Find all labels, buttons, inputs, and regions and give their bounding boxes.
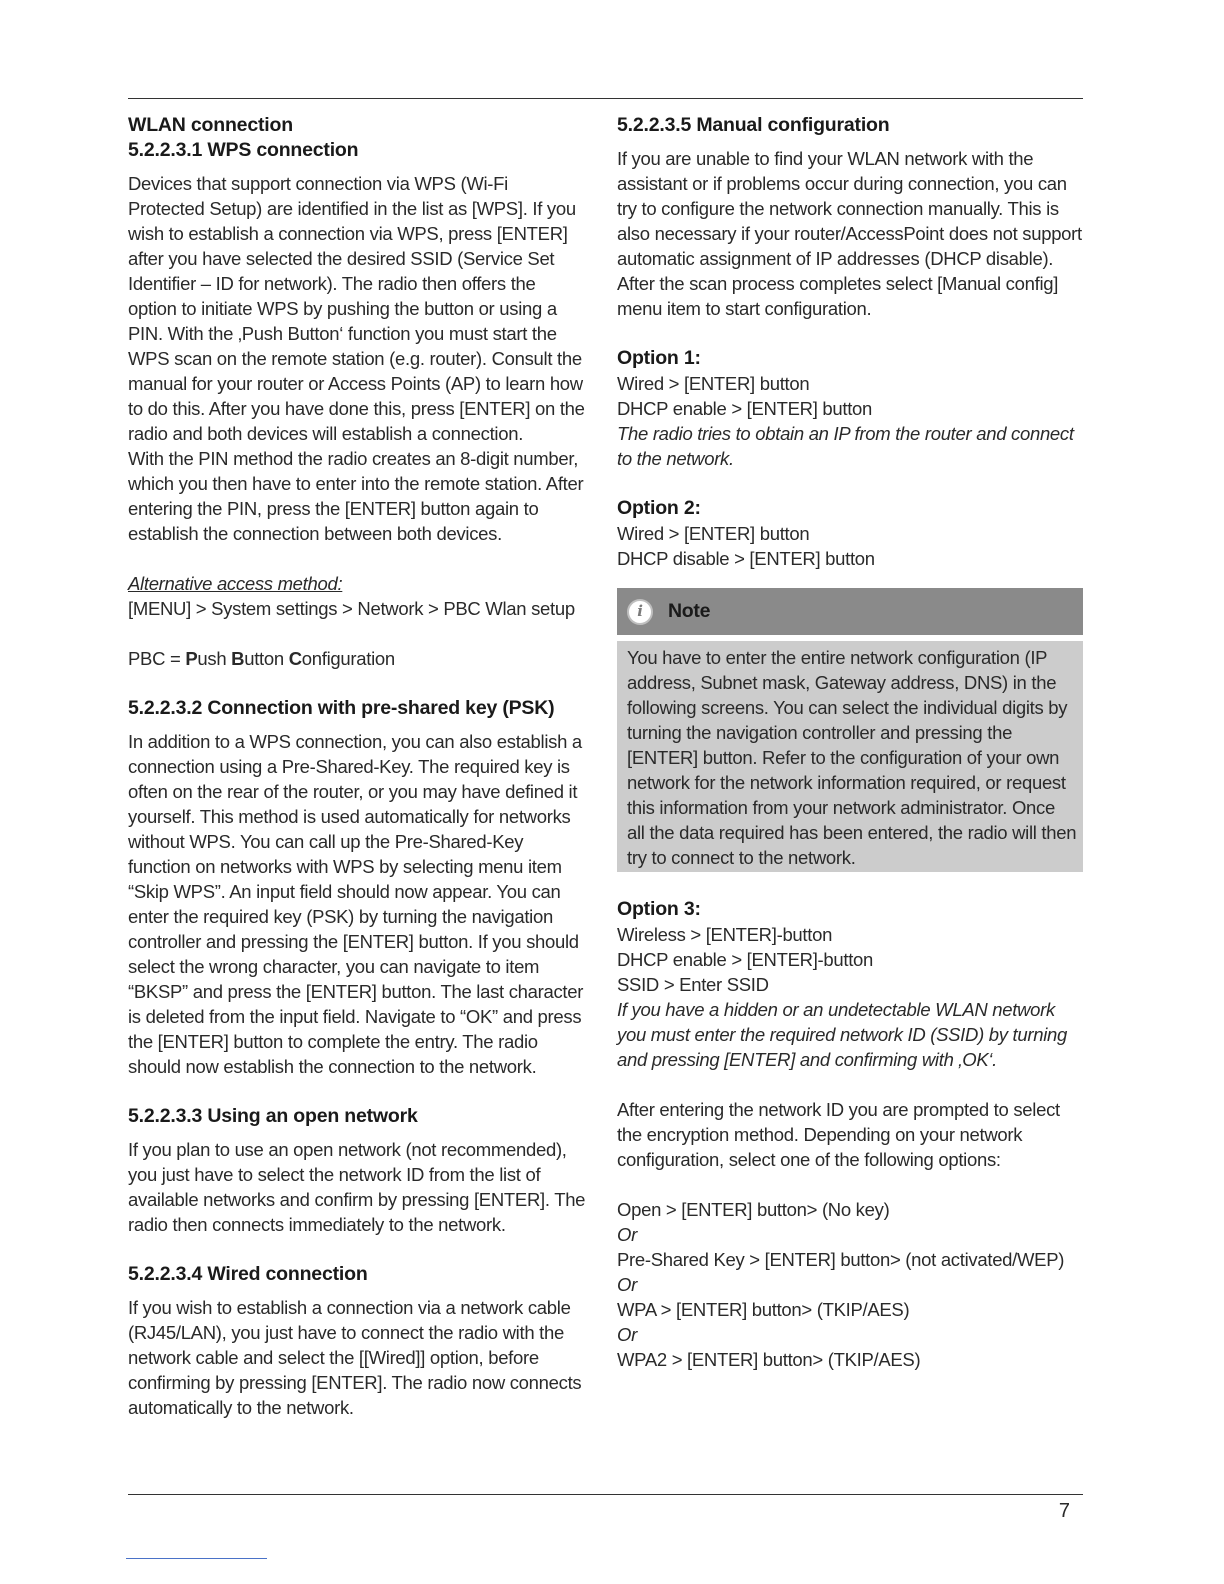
manual-configuration-heading: 5.2.2.3.5 Manual configuration [617,114,890,136]
wps-connection-heading: 5.2.2.3.1 WPS connection [128,139,359,161]
option2-line1: Wired > [ENTER] button [617,523,810,544]
open-network-paragraph: If you plan to use an open network (not recommended), you just have to select the network ID from the list of available networks and confirm by pressing [ENTER]. The radio then connects immediately to the network. [128,1139,586,1235]
top-rule [128,98,1083,99]
option2-heading: Option 2: [617,497,701,519]
wired-connection-paragraph: If you wish to establish a connection via a network cable (RJ45/LAN), you just have to connect the radio with the network cable and select the [[Wired]] option, before confirming by pressing [ENTER]. The radio now connects automatically to the network. [128,1297,582,1418]
option3-note: If you have a hidden or an undetectable WLAN network you must enter the required network ID (SSID) by turning and pressing [ENTER] and confirming with ‚OK‘. [617,999,1068,1070]
encryption-psk: Pre-Shared Key > [ENTER] button> (not activated/WEP) [617,1249,1065,1270]
wired-connection-heading: 5.2.2.3.4 Wired connection [128,1263,368,1285]
option1-heading: Option 1: [617,347,701,369]
info-icon: i [627,599,653,625]
option3-line2: DHCP enable > [ENTER]-button [617,949,874,970]
left-column [128,113,586,1420]
option3-line3: SSID > Enter SSID [617,974,769,995]
encryption-paragraph: After entering the network ID you are prompted to select the encryption method. Depending on your network configuration, select one of the following options: [617,1099,1060,1170]
option1-line1: Wired > [ENTER] button [617,373,810,394]
option2-line2: DHCP disable > [ENTER] button [617,548,875,569]
bottom-rule [128,1494,1083,1495]
alternative-access-path: [MENU] > System settings > Network > PBC Wlan setup [128,598,575,619]
pin-method-paragraph: With the PIN method the radio creates an 8-digit number, which you then have to enter into the remote station. After entering the PIN, press the [ENTER] button again to establish the connection between both devices. [128,448,584,544]
note-header [617,588,1083,635]
wlan-connection-heading: WLAN connection [128,114,293,136]
wps-paragraph: Devices that support connection via WPS (Wi-Fi Protected Setup) are identified in the list as [WPS]. If you wish to establish a connection via WPS, press [ENTER] after you have selected the desired SSID (Service Set Identifier – ID for network). The radio then offers the option to initiate WPS by pushing the button or using a PIN. With the ‚Push Button‘ function you must start the WPS scan on the remote station (e.g. router). Consult the manual for your router or Access Points (AP) to learn how to do this. After you have done this, press [ENTER] on the radio and both devices will establish a connection. [128,173,585,444]
right-column [617,113,1083,1372]
note-text: You have to enter the entire network configuration (IP address, Subnet mask, Gateway address, DNS) in the following screens. You can select the individual digits by turning the navigation controller and pressing the [ENTER] button. Refer to the configuration of your own network for the network information required, or request this information from your network administrator. Once all the data required has been entered, the radio will then try to connect to the network. [627,647,1077,868]
or-separator: Or [617,1274,637,1295]
encryption-wpa: WPA > [ENTER] button> (TKIP/AES) [617,1299,910,1320]
alternative-access-label: Alternative access method: [128,573,343,594]
psk-heading: 5.2.2.3.2 Connection with pre-shared key (PSK) [128,697,555,719]
option1-note: The radio tries to obtain an IP from the router and connect to the network. [617,423,1074,469]
page-number: 7 [1058,1500,1070,1522]
footnote-rule [126,1558,267,1559]
note-body [617,641,1083,872]
option3-heading: Option 3: [617,898,701,920]
option3-line1: Wireless > [ENTER]-button [617,924,833,945]
note-title: Note [668,600,711,622]
open-network-heading: 5.2.2.3.3 Using an open network [128,1105,418,1127]
encryption-wpa2: WPA2 > [ENTER] button> (TKIP/AES) [617,1349,921,1370]
encryption-open: Open > [ENTER] button> (No key) [617,1199,890,1220]
pbc-definition: PBC = Push Button Configuration [128,648,395,669]
option1-line2: DHCP enable > [ENTER] button [617,398,873,419]
psk-paragraph: In addition to a WPS connection, you can also establish a connection using a Pre-Shared-Key. The required key is often on the rear of the router, or you may have defined it yourself. This method is used automatically for networks without WPS. You can call up the Pre-Shared-Key function on networks with WPS by selecting menu item “Skip WPS”. An input field should now appear. You can enter the required key (PSK) by turning the navigation controller and pressing the [ENTER] button. If you should select the wrong character, you can navigate to item “BKSP” and press the [ENTER] button. The last character is deleted from the input field. Navigate to “OK” and press the [ENTER] button to complete the entry. The radio should now establish the connection to the network. [128,731,584,1077]
or-separator: Or [617,1224,637,1245]
manual-configuration-paragraph: If you are unable to find your WLAN network with the assistant or if problems occur during connection, you can try to configure the network connection manually. This is also necessary if your router/AccessPoint does not support automatic assignment of IP addresses (DHCP disable). After the scan process completes select [Manual config] menu item to start configuration. [617,148,1082,319]
or-separator: Or [617,1324,637,1345]
